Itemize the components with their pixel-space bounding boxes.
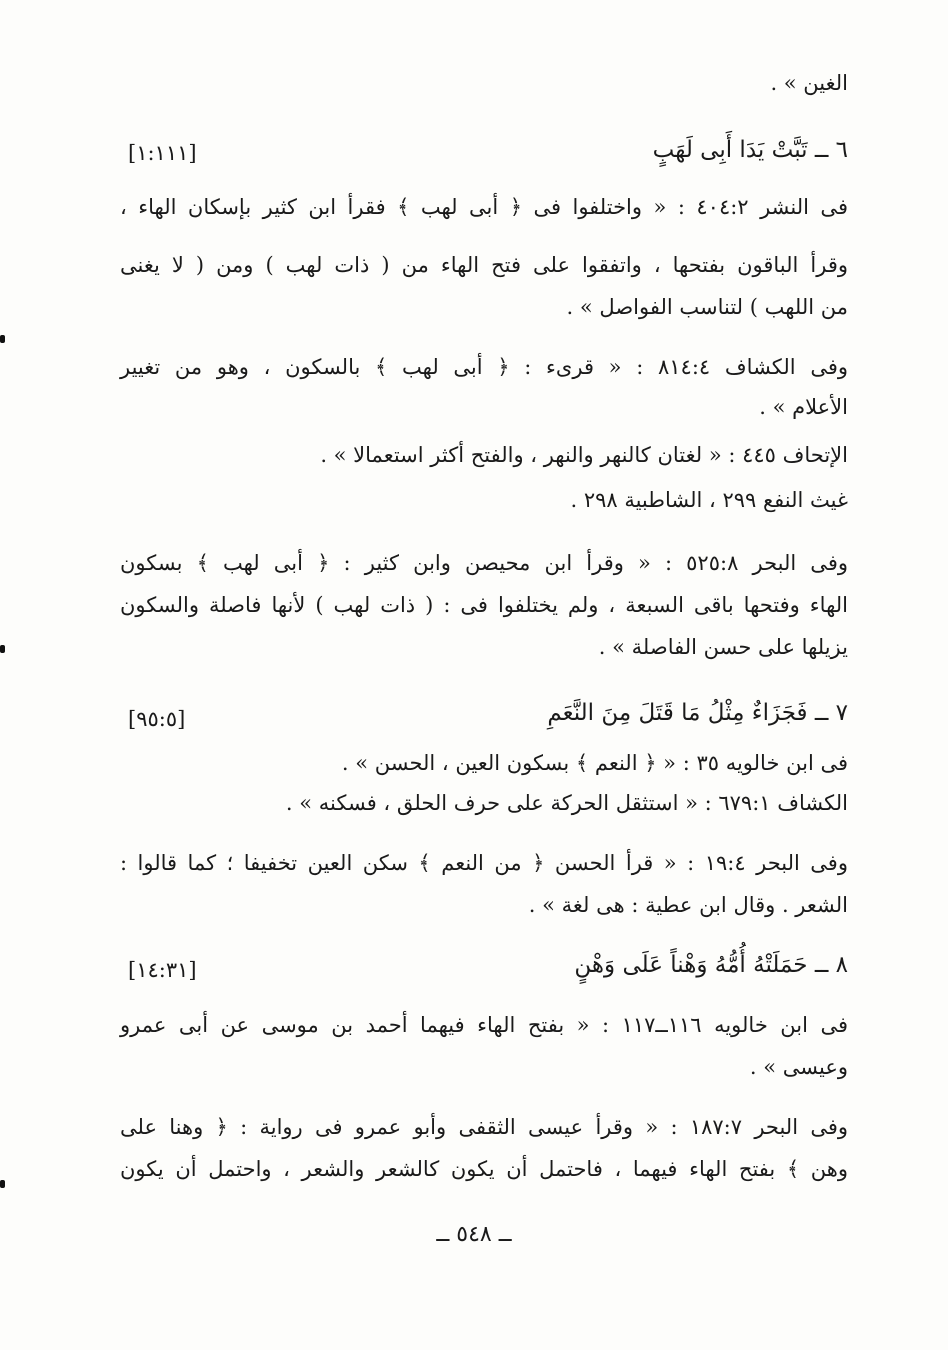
page-number: ــ ٥٤٨ ــ (436, 1222, 512, 1247)
text-line: من اللهب ) لتناسب الفواصل » . (566, 295, 848, 319)
text-line: غيث النفع ٢٩٩ ، الشاطبية ٢٩٨ . (570, 488, 848, 512)
text-line: الكشاف ٦٧٩:١ : « استثقل الحركة على حرف الحلق ، فسكنه » . (285, 791, 848, 815)
text-line: وفى البحر ١٩:٤ : « قرأ الحسن ﴿ من النعم ﴾ سكن العين تخفيفا ؛ كما قالوا : (120, 851, 848, 875)
verse-reference-6: [١:١١١] (128, 141, 197, 165)
text-line: فى ابن خالويه ١١٦ــ١١٧ : « بفتح الهاء فيهما أحمد بن موسى عن أبى عمرو (120, 1013, 848, 1037)
text-line: وهن ﴾ بفتح الهاء فيهما ، فاحتمل أن يكون كالشعر والشعر ، واحتمل أن يكون (120, 1157, 848, 1181)
text-line: فى النشر ٤٠٤:٢ : « واختلفوا فى ﴿ أبى لهب ﴾ فقرأ ابن كثير بإسكان الهاء ، (120, 195, 848, 219)
text-line: وفى البحر ٥٢٥:٨ : « وقرأ ابن محيصن وابن كثير : ﴿ أبى لهب ﴾ بسكون (120, 551, 848, 575)
text-line: يزيلها على حسن الفاصلة » . (598, 635, 848, 659)
text-line: وقرأ الباقون بفتحها ، واتفقوا على فتح الهاء من ( ذات لهب ) ومن ( لا يغنى (120, 253, 848, 277)
scan-margin-mark (0, 645, 5, 653)
scan-margin-mark (0, 1180, 5, 1188)
text-line: الإتحاف ٤٤٥ : « لغتان كالنهر والنهر ، والفتح أكثر استعمالا » . (320, 443, 848, 467)
verse-heading-8: ٨ ــ حَمَلَتْهُ أُمُّهُ وَهْناً عَلَى وَهْنٍ (574, 952, 848, 978)
text-line: وفى البحر ١٨٧:٧ : « وقرأ عيسى الثقفى وأبو عمرو فى رواية : ﴿ وهنا على (120, 1115, 849, 1139)
verse-heading-7: ٧ ــ فَجَزَاءٌ مِثْلُ مَا قَتَلَ مِنَ النَّعَمِ (547, 700, 848, 726)
text-line: الهاء وفتحها باقى السبعة ، ولم يختلفوا فى : ( ذات لهب ) لأنها فاصلة والسكون (120, 593, 848, 617)
verse-reference-8: [١٤:٣١] (128, 958, 197, 982)
verse-reference-7: [٩٥:٥] (128, 707, 186, 731)
text-line: وفى الكشاف ٨١٤:٤ : « قرىء : ﴿ أبى لهب ﴾ بالسكون ، وهو من تغيير (120, 355, 849, 379)
verse-heading-6: ٦ ــ تَبَّتْ يَدَا أَبِى لَهَبٍ (652, 137, 848, 163)
text-line: فى ابن خالويه ٣٥ : « ﴿ النعم ﴾ بسكون العين ، الحسن » . (341, 751, 848, 775)
text-line: الشعر . وقال ابن عطية : هى لغة » . (528, 893, 848, 917)
text-line: الغين » . (770, 71, 848, 95)
scan-margin-mark (0, 335, 5, 343)
text-line: وعيسى » . (749, 1055, 848, 1079)
text-line: الأعلام » . (759, 395, 848, 419)
